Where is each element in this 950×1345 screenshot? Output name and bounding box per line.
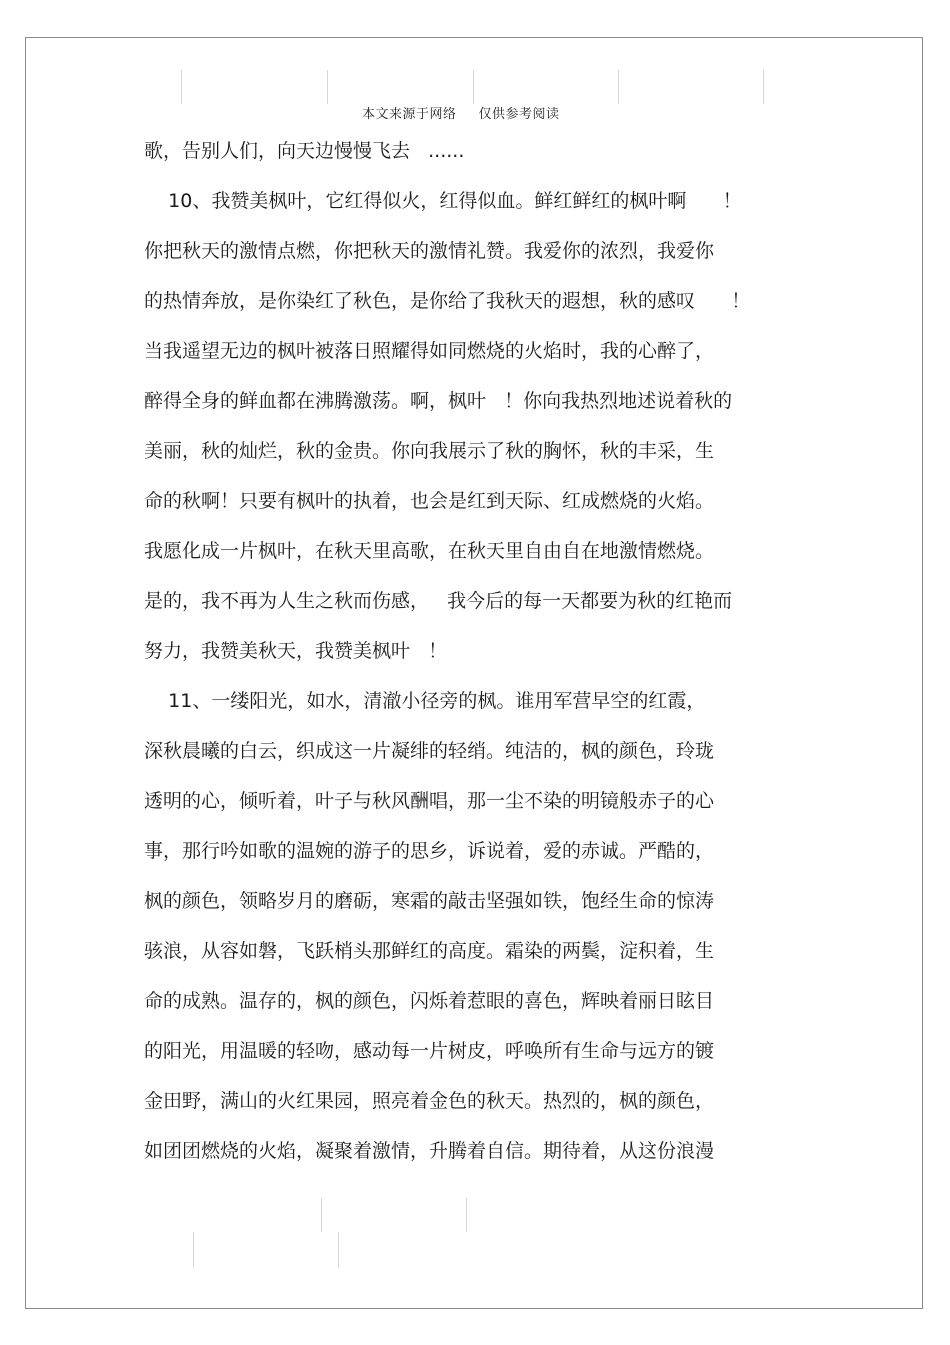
scan-tick — [338, 1232, 339, 1268]
text-line: 当我遥望无边的枫叶被落日照耀得如同燃烧的火焰时，我的心醉了， — [144, 340, 715, 362]
text-line: 醉得全身的鲜血都在沸腾激荡。啊，枫叶 ！你向我热烈地述说着秋的 — [144, 390, 733, 412]
text-line: 金田野，满山的火红果园，照亮着金色的秋天。热烈的，枫的颜色， — [144, 1090, 715, 1112]
text-line: 如团团燃烧的火焰，凝聚着激情，升腾着自信。期待着，从这份浪漫 — [144, 1140, 715, 1162]
text-line: 11、一缕阳光，如水，清澈小径旁的枫。谁用军营早空的红霞， — [144, 690, 706, 712]
scan-tick — [466, 1198, 467, 1232]
header-source-note: 本文来源于网络 — [362, 107, 457, 122]
scan-tick — [321, 1198, 322, 1232]
text-line: 事，那行吟如歌的温婉的游子的思乡，诉说着，爱的赤诚。严酷的， — [144, 840, 715, 862]
scan-tick — [193, 1232, 194, 1268]
page-frame — [25, 37, 923, 1309]
text-line: 枫的颜色，领略岁月的磨砺，寒霜的敲击坚强如铁，饱经生命的惊涛 — [144, 890, 715, 912]
scan-tick — [327, 70, 328, 104]
text-line: 努力，我赞美秋天，我赞美枫叶 ！ — [144, 640, 448, 662]
text-line: 骇浪，从容如磐，飞跃梢头那鲜红的高度。霜染的两鬓，淀积着，生 — [144, 940, 715, 962]
scan-tick — [618, 70, 619, 104]
text-line: 的阳光，用温暖的轻吻，感动每一片树皮，呼唤所有生命与远方的镀 — [144, 1040, 715, 1062]
text-line: 我愿化成一片枫叶，在秋天里高歌，在秋天里自由自在地激情燃烧。 — [144, 540, 715, 562]
text-line: 命的秋啊！只要有枫叶的执着，也会是红到天际、红成燃烧的火焰。 — [144, 490, 715, 512]
scan-tick — [763, 70, 764, 104]
header-note — [362, 103, 560, 122]
header-reference-note: 仅供参考阅读 — [478, 107, 560, 122]
text-line: 是的，我不再为人生之秋而伤感， 我今后的每一天都要为秋的红艳而 — [144, 590, 733, 612]
text-line: 10、我赞美枫叶，它红得似火，红得似血。鲜红鲜红的枫叶啊 ！ — [144, 190, 742, 212]
text-line: 深秋晨曦的白云，织成这一片凝绯的轻绡。纯洁的，枫的颜色，玲珑 — [144, 740, 715, 762]
text-line: 的热情奔放，是你染红了秋色，是你给了我秋天的遐想，秋的感叹 ！ — [144, 290, 751, 312]
text-line: 歌，告别人们，向天边慢慢飞去 ...... — [144, 140, 465, 162]
text-line: 美丽，秋的灿烂，秋的金贵。你向我展示了秋的胸怀，秋的丰采，生 — [144, 440, 715, 462]
text-line: 命的成熟。温存的，枫的颜色，闪烁着惹眼的喜色，辉映着丽日眩目 — [144, 990, 715, 1012]
scan-tick — [181, 70, 182, 104]
text-line: 透明的心，倾听着，叶子与秋风酬唱，那一尘不染的明镜般赤子的心 — [144, 790, 715, 812]
scan-tick — [473, 70, 474, 104]
text-line: 你把秋天的激情点燃，你把秋天的激情礼赞。我爱你的浓烈，我爱你 — [144, 240, 715, 262]
